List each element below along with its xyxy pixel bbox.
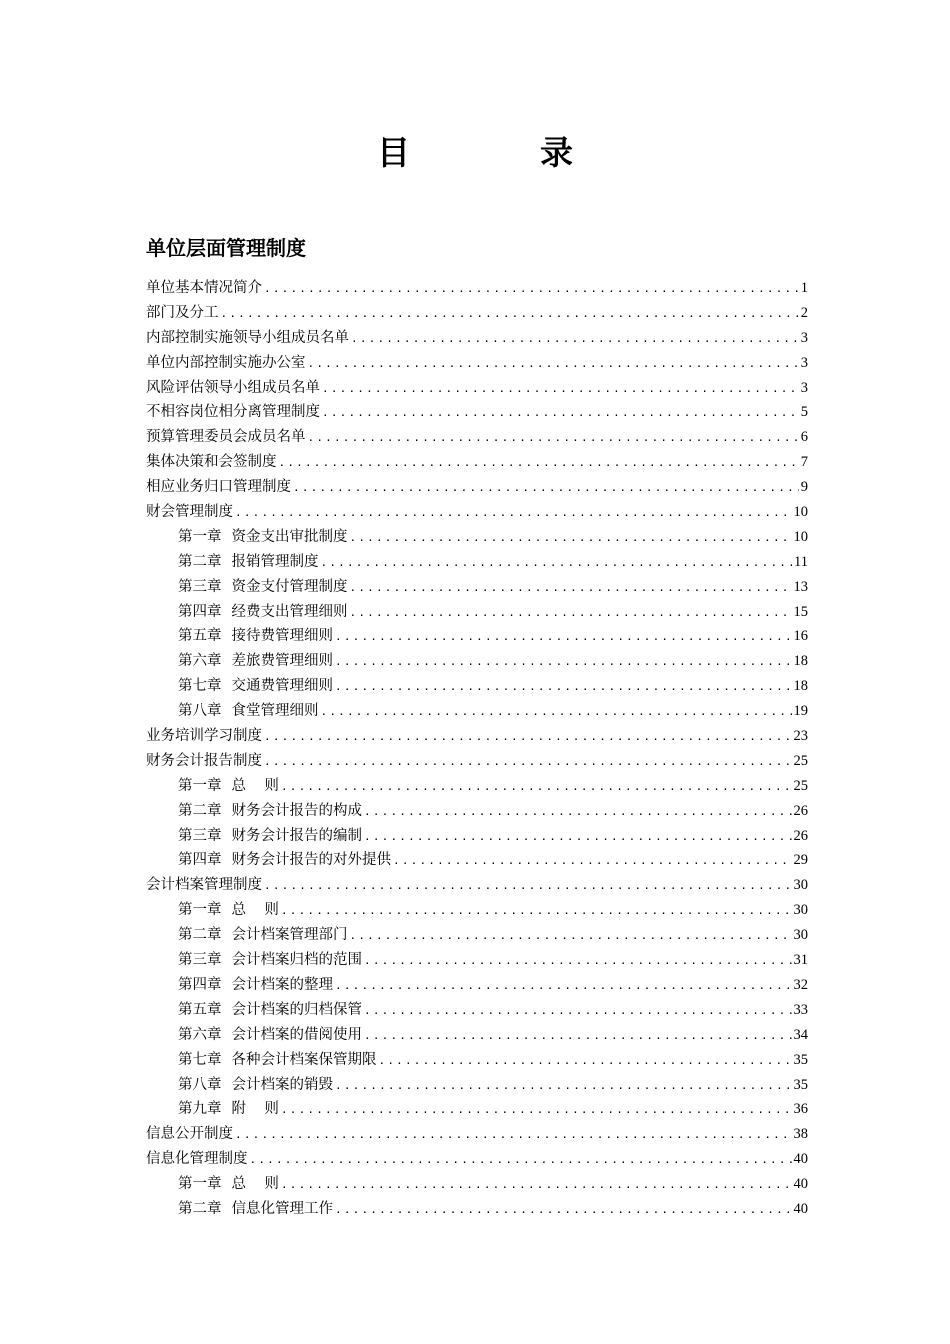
toc-page-number: 34 bbox=[793, 1026, 808, 1043]
toc-entry-title: 不相容岗位相分离管理制度 bbox=[146, 404, 320, 421]
toc-dot-leader bbox=[308, 426, 799, 451]
toc-entry-text bbox=[146, 276, 262, 301]
toc-page-number: 10 bbox=[793, 504, 808, 521]
toc-entry-title: 财务会计报告的构成 bbox=[231, 802, 362, 819]
toc-page-number: 11 bbox=[794, 553, 808, 570]
toc-dot-leader bbox=[350, 924, 792, 949]
toc-chapter-number: 第六章 bbox=[178, 653, 222, 670]
toc-entry[interactable] bbox=[146, 724, 808, 749]
toc-page-number: 32 bbox=[793, 976, 808, 993]
toc-page-number: 31 bbox=[793, 952, 808, 969]
toc-chapter-number: 第八章 bbox=[178, 703, 222, 720]
toc-entry-text bbox=[146, 425, 306, 450]
toc-chapter-number: 第九章 bbox=[178, 1101, 222, 1118]
toc-entry-title: 会计档案的销毁 bbox=[231, 1076, 333, 1093]
toc-entry-title: 会计档案的归档保管 bbox=[231, 1001, 362, 1018]
toc-entry[interactable] bbox=[146, 376, 808, 401]
toc-entry-title: 单位基本情况简介 bbox=[146, 280, 262, 296]
toc-dot-leader bbox=[335, 1198, 792, 1223]
toc-subentry[interactable] bbox=[146, 898, 808, 923]
toc-page-number: 7 bbox=[800, 454, 808, 471]
toc-entry-title: 信息公开制度 bbox=[146, 1126, 233, 1143]
toc-entry-text bbox=[146, 749, 262, 774]
toc-entry-text bbox=[178, 973, 333, 998]
toc-dot-leader bbox=[235, 501, 792, 526]
toc-entry-text bbox=[146, 326, 349, 351]
toc-entry-title: 会计档案归档的范围 bbox=[231, 952, 362, 969]
toc-entry[interactable] bbox=[146, 1122, 808, 1147]
toc-subentry[interactable] bbox=[146, 649, 808, 674]
toc-entry-title: 部门及分工 bbox=[146, 304, 219, 321]
toc-entry-text bbox=[178, 525, 348, 550]
toc-page-number: 40 bbox=[793, 1176, 808, 1193]
toc-page-number: 18 bbox=[793, 653, 808, 670]
toc-entry-title: 差旅费管理细则 bbox=[231, 653, 333, 670]
toc-chapter-number: 第二章 bbox=[178, 927, 222, 944]
toc-subentry[interactable] bbox=[146, 1172, 808, 1197]
toc-entry-title: 财会管理制度 bbox=[146, 504, 233, 521]
toc-subentry[interactable] bbox=[146, 699, 808, 724]
toc-dot-leader bbox=[364, 999, 792, 1024]
toc-dot-leader bbox=[393, 849, 792, 874]
toc-subentry[interactable] bbox=[146, 575, 808, 600]
toc-entry-text bbox=[178, 674, 333, 699]
toc-page-number: 10 bbox=[793, 528, 808, 545]
toc-entry-text bbox=[146, 1147, 248, 1172]
toc-dot-leader bbox=[281, 1173, 792, 1198]
toc-chapter-number: 第一章 bbox=[178, 777, 222, 794]
toc-chapter-number: 第七章 bbox=[178, 678, 222, 695]
toc-entry-title: 报销管理制度 bbox=[231, 553, 319, 570]
toc-page-number: 23 bbox=[793, 728, 808, 745]
toc-dot-leader bbox=[308, 352, 799, 377]
toc-entry-title: 会计档案的借阅使用 bbox=[231, 1026, 362, 1043]
toc-page-number: 30 bbox=[793, 902, 808, 919]
toc-entry-text bbox=[146, 873, 262, 898]
toc-chapter-number: 第一章 bbox=[178, 902, 222, 919]
toc-subentry[interactable] bbox=[146, 525, 808, 550]
toc-entry-text bbox=[178, 1097, 279, 1122]
table-of-contents bbox=[146, 276, 808, 1222]
toc-entry-title: 会计档案管理部门 bbox=[231, 927, 348, 944]
toc-entry-title: 预算管理委员会成员名单 bbox=[146, 429, 306, 446]
toc-subentry[interactable] bbox=[146, 923, 808, 948]
toc-chapter-number: 第六章 bbox=[178, 1026, 222, 1043]
toc-page-number: 35 bbox=[793, 1051, 808, 1068]
toc-page-number: 26 bbox=[793, 827, 808, 844]
toc-subentry[interactable] bbox=[146, 948, 808, 973]
toc-dot-leader bbox=[250, 1148, 792, 1173]
toc-subentry[interactable] bbox=[146, 799, 808, 824]
toc-entry-text bbox=[178, 649, 333, 674]
toc-page-number: 3 bbox=[800, 329, 808, 346]
toc-subentry[interactable] bbox=[146, 848, 808, 873]
toc-entry[interactable] bbox=[146, 276, 808, 301]
toc-subentry[interactable] bbox=[146, 998, 808, 1023]
toc-subentry[interactable] bbox=[146, 1197, 808, 1222]
toc-subentry[interactable] bbox=[146, 1073, 808, 1098]
toc-chapter-number: 第二章 bbox=[178, 553, 222, 570]
toc-entry-title: 各种会计档案保管期限 bbox=[231, 1051, 377, 1068]
toc-entry-title: 单位内部控制实施办公室 bbox=[146, 354, 306, 371]
toc-dot-leader bbox=[379, 1049, 792, 1074]
toc-entry[interactable] bbox=[146, 749, 808, 774]
toc-page-number: 6 bbox=[800, 429, 808, 446]
toc-page-number: 3 bbox=[800, 354, 808, 371]
toc-page-number: 40 bbox=[793, 1151, 808, 1168]
toc-page-number: 33 bbox=[793, 1001, 808, 1018]
toc-chapter-number: 第二章 bbox=[178, 802, 222, 819]
toc-entry[interactable] bbox=[146, 500, 808, 525]
toc-entry-text bbox=[178, 1172, 279, 1197]
toc-page-number: 40 bbox=[793, 1200, 808, 1217]
toc-subentry[interactable] bbox=[146, 550, 808, 575]
toc-entry-title: 相应业务归口管理制度 bbox=[146, 479, 291, 496]
toc-page-number: 1 bbox=[800, 280, 808, 296]
toc-entry-title: 内部控制实施领导小组成员名单 bbox=[146, 329, 349, 346]
toc-page-number: 35 bbox=[793, 1076, 808, 1093]
toc-entry-text bbox=[146, 500, 233, 525]
toc-dot-leader bbox=[350, 576, 792, 601]
toc-subentry[interactable] bbox=[146, 624, 808, 649]
toc-subentry[interactable] bbox=[146, 774, 808, 799]
toc-entry-text bbox=[178, 998, 362, 1023]
toc-entry-text bbox=[178, 1048, 377, 1073]
toc-entry-text bbox=[146, 450, 277, 475]
toc-chapter-number: 第二章 bbox=[178, 1200, 222, 1217]
toc-entry-text bbox=[146, 400, 320, 425]
toc-entry[interactable] bbox=[146, 301, 808, 326]
toc-entry-text bbox=[146, 301, 219, 326]
toc-dot-leader bbox=[281, 899, 792, 924]
toc-dot-leader bbox=[364, 800, 792, 825]
toc-chapter-number: 第四章 bbox=[178, 852, 222, 869]
toc-dot-leader bbox=[335, 974, 792, 999]
toc-entry-title: 财务会计报告的编制 bbox=[231, 827, 362, 844]
toc-page-number: 26 bbox=[793, 802, 808, 819]
toc-entry-text bbox=[178, 1073, 333, 1098]
toc-entry-title: 总 则 bbox=[231, 902, 279, 919]
toc-dot-leader bbox=[264, 750, 792, 775]
toc-chapter-number: 第三章 bbox=[178, 578, 222, 595]
toc-dot-leader bbox=[264, 277, 799, 302]
toc-dot-leader bbox=[335, 675, 792, 700]
toc-page-number: 25 bbox=[793, 777, 808, 794]
toc-dot-leader bbox=[351, 327, 799, 352]
toc-entry[interactable] bbox=[146, 400, 808, 425]
toc-entry-title: 信息化管理制度 bbox=[146, 1151, 248, 1168]
toc-dot-leader bbox=[335, 650, 792, 675]
toc-dot-leader bbox=[279, 451, 799, 476]
toc-page-number: 25 bbox=[793, 752, 808, 769]
toc-entry-text bbox=[178, 575, 348, 600]
toc-dot-leader bbox=[321, 551, 793, 576]
toc-entry-title: 资金支出审批制度 bbox=[231, 528, 348, 545]
toc-page-number: 15 bbox=[793, 603, 808, 620]
section-heading: 单位层面管理制度 bbox=[146, 236, 306, 260]
page-title bbox=[0, 128, 950, 178]
toc-page-number: 13 bbox=[793, 578, 808, 595]
toc-entry-title: 食堂管理细则 bbox=[231, 703, 319, 720]
toc-dot-leader bbox=[281, 775, 792, 800]
toc-entry-text bbox=[146, 351, 306, 376]
toc-chapter-number: 第四章 bbox=[178, 976, 222, 993]
toc-entry-title: 交通费管理细则 bbox=[231, 678, 333, 695]
toc-entry-title: 附 则 bbox=[231, 1101, 279, 1118]
toc-dot-leader bbox=[264, 874, 792, 899]
toc-page-number: 30 bbox=[793, 877, 808, 894]
toc-entry-text bbox=[178, 799, 362, 824]
toc-entry[interactable] bbox=[146, 450, 808, 475]
toc-entry-text bbox=[178, 550, 319, 575]
toc-entry[interactable] bbox=[146, 351, 808, 376]
toc-subentry[interactable] bbox=[146, 1023, 808, 1048]
toc-page-number: 9 bbox=[800, 479, 808, 496]
toc-dot-leader bbox=[335, 625, 792, 650]
toc-chapter-number: 第五章 bbox=[178, 1001, 222, 1018]
toc-entry-text bbox=[178, 923, 348, 948]
toc-subentry[interactable] bbox=[146, 824, 808, 849]
toc-page-number: 2 bbox=[800, 304, 808, 321]
toc-dot-leader bbox=[293, 476, 799, 501]
toc-chapter-number: 第一章 bbox=[178, 528, 222, 545]
toc-dot-leader bbox=[364, 949, 792, 974]
toc-entry[interactable] bbox=[146, 326, 808, 351]
toc-entry-text bbox=[178, 774, 279, 799]
toc-entry[interactable] bbox=[146, 425, 808, 450]
toc-dot-leader bbox=[235, 1123, 792, 1148]
toc-dot-leader bbox=[364, 1024, 792, 1049]
toc-dot-leader bbox=[322, 377, 799, 402]
toc-entry-title: 财务会计报告制度 bbox=[146, 752, 262, 769]
toc-page-number: 29 bbox=[793, 852, 808, 869]
toc-entry-title: 总 则 bbox=[231, 1176, 279, 1193]
toc-dot-leader bbox=[335, 1074, 792, 1099]
toc-subentry[interactable] bbox=[146, 1097, 808, 1122]
toc-entry-text bbox=[146, 475, 291, 500]
toc-chapter-number: 第一章 bbox=[178, 1176, 222, 1193]
toc-dot-leader bbox=[350, 601, 792, 626]
toc-entry-text bbox=[178, 1197, 333, 1222]
toc-entry[interactable] bbox=[146, 475, 808, 500]
toc-entry[interactable] bbox=[146, 1147, 808, 1172]
page-title-char-2: 录 bbox=[540, 133, 573, 172]
toc-entry-text bbox=[178, 1023, 362, 1048]
toc-page-number: 19 bbox=[793, 703, 808, 720]
toc-page-number: 36 bbox=[793, 1101, 808, 1118]
toc-entry-title: 会计档案管理制度 bbox=[146, 877, 262, 894]
toc-entry-text bbox=[146, 1122, 233, 1147]
toc-subentry[interactable] bbox=[146, 973, 808, 998]
toc-entry-title: 接待费管理细则 bbox=[231, 628, 333, 645]
toc-entry-title: 风险评估领导小组成员名单 bbox=[146, 379, 320, 396]
toc-page-number: 18 bbox=[793, 678, 808, 695]
toc-entry-text bbox=[146, 376, 320, 401]
toc-chapter-number: 第五章 bbox=[178, 628, 222, 645]
toc-entry-title: 会计档案的整理 bbox=[231, 976, 333, 993]
toc-page-number: 5 bbox=[800, 404, 808, 421]
toc-subentry[interactable] bbox=[146, 600, 808, 625]
toc-chapter-number: 第四章 bbox=[178, 603, 222, 620]
toc-dot-leader bbox=[350, 526, 792, 551]
toc-dot-leader bbox=[321, 700, 792, 725]
toc-dot-leader bbox=[364, 825, 792, 850]
toc-dot-leader bbox=[281, 1098, 792, 1123]
toc-entry-title: 集体决策和会签制度 bbox=[146, 454, 277, 471]
toc-chapter-number: 第八章 bbox=[178, 1076, 222, 1093]
toc-chapter-number: 第三章 bbox=[178, 952, 222, 969]
toc-entry-text bbox=[178, 699, 319, 724]
toc-chapter-number: 第七章 bbox=[178, 1051, 222, 1068]
toc-subentry[interactable] bbox=[146, 674, 808, 699]
toc-dot-leader bbox=[322, 401, 799, 426]
toc-page-number: 30 bbox=[793, 927, 808, 944]
toc-dot-leader bbox=[221, 302, 799, 327]
toc-entry-title: 经费支出管理细则 bbox=[231, 603, 348, 620]
toc-entry-title: 业务培训学习制度 bbox=[146, 728, 262, 745]
toc-entry-title: 信息化管理工作 bbox=[231, 1200, 333, 1217]
toc-page-number: 38 bbox=[793, 1126, 808, 1143]
toc-entry-text bbox=[178, 600, 348, 625]
toc-page-number: 16 bbox=[793, 628, 808, 645]
toc-subentry[interactable] bbox=[146, 1048, 808, 1073]
toc-entry-text bbox=[178, 624, 333, 649]
toc-entry-text bbox=[178, 898, 279, 923]
toc-entry-text bbox=[178, 948, 362, 973]
toc-page-number: 3 bbox=[800, 379, 808, 396]
toc-entry-text bbox=[178, 824, 362, 849]
toc-entry[interactable] bbox=[146, 873, 808, 898]
toc-entry-text bbox=[178, 848, 391, 873]
toc-chapter-number: 第三章 bbox=[178, 827, 222, 844]
page-title-char-1: 目 bbox=[377, 133, 410, 172]
toc-entry-text bbox=[146, 724, 262, 749]
toc-entry-title: 财务会计报告的对外提供 bbox=[231, 852, 391, 869]
toc-entry-title: 资金支付管理制度 bbox=[231, 578, 348, 595]
toc-dot-leader bbox=[264, 725, 792, 750]
toc-entry-title: 总 则 bbox=[231, 777, 279, 794]
